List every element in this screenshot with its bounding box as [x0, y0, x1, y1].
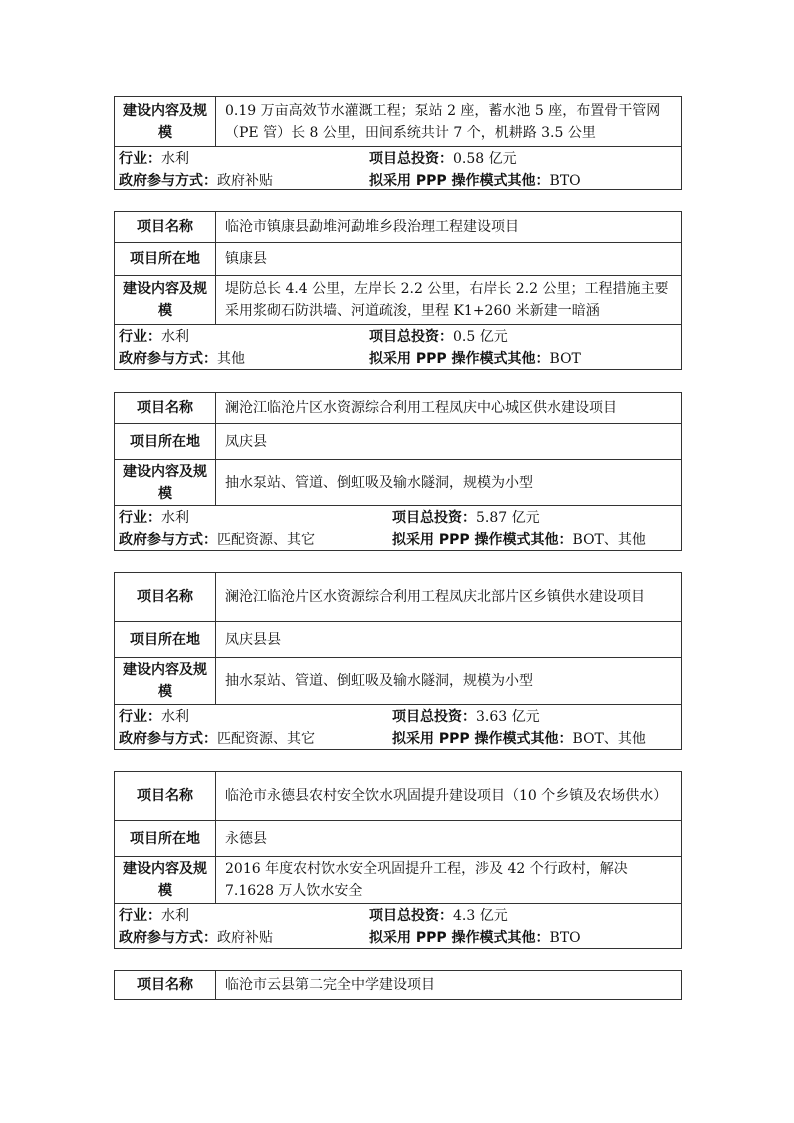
info-row-2: [115, 926, 681, 948]
content-row: [115, 658, 681, 705]
info-row-2: [115, 727, 681, 749]
content-value: 抽水泵站、管道、倒虹吸及输水隧洞，规模为小型: [225, 673, 533, 689]
name-label: 项目名称: [115, 971, 216, 999]
info-row-1: [115, 147, 681, 169]
industry-label: 行业：: [119, 908, 161, 924]
name-row: [115, 772, 681, 821]
industry-value: 水利: [161, 908, 189, 924]
info-row-1: [115, 904, 681, 926]
name-value: 澜沧江临沧片区水资源综合利用工程凤庆中心城区供水建设项目: [225, 400, 617, 416]
project-block-4: [114, 572, 682, 750]
industry-label: 行业：: [119, 709, 161, 725]
ppp-mode-value: BOT、其他: [572, 731, 646, 747]
name-row: [115, 393, 681, 424]
gov-mode-label: 政府参与方式：: [119, 532, 217, 548]
ppp-mode-value: BTO: [549, 173, 581, 189]
name-value: 临沧市镇康县勐堆河勐堆乡段治理工程建设项目: [225, 219, 519, 235]
name-label: 项目名称: [115, 573, 216, 621]
ppp-mode-value: BOT、其他: [572, 532, 646, 548]
gov-mode-value: 匹配资源、其它: [217, 731, 315, 747]
content-value: 2016 年度农村饮水安全巩固提升工程，涉及 42 个行政村，解决 7.1628 万人饮水安全: [225, 861, 628, 899]
content-value: 抽水泵站、管道、倒虹吸及输水隧洞，规模为小型: [225, 474, 533, 491]
info-row-1: [115, 325, 681, 347]
info-row-1: [115, 506, 681, 528]
ppp-mode-label: 拟采用 PPP 操作模式其他：: [392, 731, 573, 747]
gov-mode-value: 政府补贴: [217, 930, 273, 946]
location-label: 项目所在地: [115, 424, 216, 459]
content-row: [115, 857, 681, 904]
gov-mode-value: 匹配资源、其它: [217, 532, 315, 548]
location-value: 镇康县: [225, 251, 267, 267]
content-row: [115, 276, 681, 325]
content-row: [115, 97, 681, 147]
gov-mode-label: 政府参与方式：: [119, 930, 217, 946]
industry-label: 行业：: [119, 329, 161, 345]
content-label: 建设内容及规模: [115, 857, 216, 903]
ppp-mode-label: 拟采用 PPP 操作模式其他：: [392, 532, 573, 548]
name-row: [115, 212, 681, 243]
project-block-5: [114, 771, 682, 949]
content-value: 0.19 万亩高效节水灌溉工程；泵站 2 座，蓄水池 5 座，布置骨干管网（PE 管）长 8 公里，田间系统共计 7 个，机耕路 3.5 公里: [225, 102, 661, 141]
investment-value: 0.5 亿元: [453, 329, 508, 345]
location-value: 凤庆县: [225, 433, 267, 450]
investment-label: 项目总投资：: [369, 908, 453, 924]
location-row: [115, 622, 681, 658]
location-label: 项目所在地: [115, 243, 216, 275]
name-label: 项目名称: [115, 772, 216, 820]
content-label: 建设内容及规模: [115, 276, 216, 324]
info-row-2: [115, 169, 681, 191]
info-row-1: [115, 705, 681, 727]
project-block-3: [114, 392, 682, 551]
industry-label: 行业：: [119, 151, 161, 167]
project-block-1: [114, 96, 682, 190]
gov-mode-label: 政府参与方式：: [119, 351, 217, 367]
location-value: 永德县: [225, 830, 267, 847]
ppp-mode-value: BTO: [549, 930, 581, 946]
investment-label: 项目总投资：: [392, 510, 476, 526]
name-label: 项目名称: [115, 393, 216, 423]
name-value: 临沧市永德县农村安全饮水巩固提升建设项目（10 个乡镇及农场供水）: [225, 788, 668, 804]
industry-value: 水利: [161, 329, 189, 345]
investment-value: 3.63 亿元: [476, 709, 540, 725]
location-row: [115, 821, 681, 857]
industry-value: 水利: [161, 709, 189, 725]
info-row-2: [115, 347, 681, 369]
content-row: [115, 460, 681, 506]
project-block-6: [114, 970, 682, 1000]
content-label: 建设内容及规模: [115, 97, 216, 146]
name-row: [115, 971, 681, 999]
investment-value: 5.87 亿元: [476, 510, 540, 526]
investment-value: 0.58 亿元: [453, 151, 517, 167]
gov-mode-label: 政府参与方式：: [119, 173, 217, 189]
gov-mode-value: 政府补贴: [217, 173, 273, 189]
project-block-2: [114, 211, 682, 370]
industry-value: 水利: [161, 151, 189, 167]
ppp-mode-label: 拟采用 PPP 操作模式其他：: [369, 351, 550, 367]
content-label: 建设内容及规模: [115, 460, 216, 505]
location-label: 项目所在地: [115, 821, 216, 856]
location-row: [115, 243, 681, 276]
investment-label: 项目总投资：: [369, 329, 453, 345]
industry-value: 水利: [161, 510, 189, 526]
location-row: [115, 424, 681, 460]
investment-label: 项目总投资：: [369, 151, 453, 167]
location-value: 凤庆县县: [225, 631, 281, 648]
content-value: 堤防总长 4.4 公里，左岸长 2.2 公里，右岸长 2.2 公里；工程措施主要采用浆砌石防洪墙、河道疏浚，里程 K1+260 米新建一暗涵: [225, 281, 669, 319]
investment-value: 4.3 亿元: [453, 908, 508, 924]
industry-label: 行业：: [119, 510, 161, 526]
investment-label: 项目总投资：: [392, 709, 476, 725]
ppp-mode-label: 拟采用 PPP 操作模式其他：: [369, 173, 550, 189]
name-value: 澜沧江临沧片区水资源综合利用工程凤庆北部片区乡镇供水建设项目: [225, 589, 645, 605]
location-label: 项目所在地: [115, 622, 216, 657]
ppp-mode-value: BOT: [549, 351, 581, 367]
name-value: 临沧市云县第二完全中学建设项目: [225, 977, 435, 993]
ppp-mode-label: 拟采用 PPP 操作模式其他：: [369, 930, 550, 946]
gov-mode-label: 政府参与方式：: [119, 731, 217, 747]
content-label: 建设内容及规模: [115, 658, 216, 704]
name-label: 项目名称: [115, 212, 216, 242]
gov-mode-value: 其他: [217, 351, 245, 367]
info-row-2: [115, 528, 681, 550]
name-row: [115, 573, 681, 622]
